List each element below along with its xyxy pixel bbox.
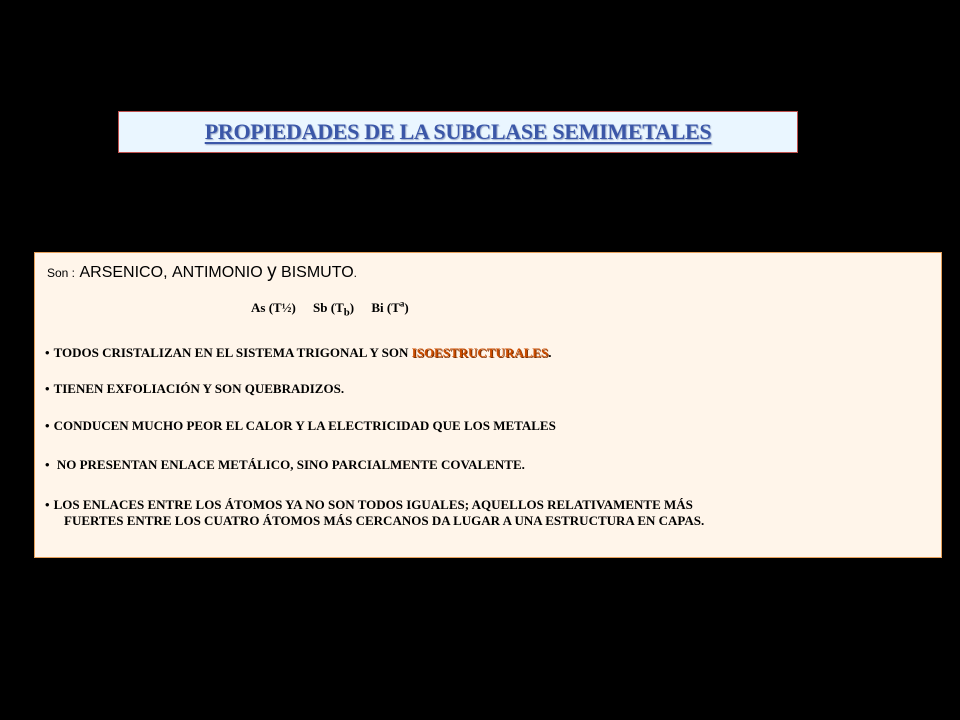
bullet-3-text: CONDUCEN MUCHO PEOR EL CALOR Y LA ELECTRICIDAD QUE LOS METALES	[53, 418, 556, 433]
bullet-dot: •	[45, 381, 50, 396]
bullet-1	[45, 345, 551, 361]
bullet-dot: •	[45, 418, 50, 433]
formula-bi-main: Bi (T	[371, 300, 400, 316]
bullet-2	[45, 381, 344, 397]
element-bismuto: BISMUTO	[281, 264, 354, 281]
bullet-dot: •	[45, 497, 50, 512]
intro-line	[47, 261, 357, 283]
formula-bi	[371, 300, 408, 315]
bullet-1-text: TODOS CRISTALIZAN EN EL SISTEMA TRIGONAL Y SON	[53, 345, 409, 360]
bullet-3	[45, 418, 556, 434]
formula-sb-sub: b	[343, 306, 350, 319]
bullet-4-text: NO PRESENTAN ENLACE METÁLICO, SINO PARCIALMENTE COVALENTE.	[53, 457, 525, 472]
bullet-5-line1: LOS ENLACES ENTRE LOS ÁTOMOS YA NO SON TODOS IGUALES; AQUELLOS RELATIVAMENTE MÁS	[53, 497, 693, 512]
bullet-2-text: TIENEN EXFOLIACIÓN Y SON QUEBRADIZOS.	[53, 381, 345, 396]
formula-sb-main: Sb (T	[313, 300, 344, 316]
bullet-dot: •	[45, 345, 50, 360]
comma: ,	[163, 264, 168, 281]
element-antimonio: ANTIMONIO	[171, 264, 263, 281]
formula-as: As (T½)	[251, 300, 296, 316]
formula-sb	[313, 300, 355, 319]
title-box	[118, 111, 798, 153]
bullet-dot: •	[45, 457, 50, 472]
formula-sb-close: )	[349, 300, 355, 316]
page-title: PROPIEDADES DE LA SUBCLASE SEMIMETALES	[204, 119, 712, 144]
conjunction: y	[267, 261, 277, 282]
bullet-4	[45, 457, 525, 473]
intro-prefix: Son :	[47, 266, 76, 280]
formula-bi-close: )	[404, 300, 409, 316]
bullet-5-line2: FUERTES ENTRE LOS CUATRO ÁTOMOS MÁS CERCANOS DA LUGAR A UNA ESTRUCTURA EN CAPAS.	[64, 513, 705, 528]
content-box	[34, 252, 942, 558]
period: .	[353, 266, 357, 280]
bullet-5	[45, 497, 704, 529]
bullet-1-highlight: ISOESTRUCTURALES	[411, 345, 549, 360]
formula-bi-sup: a	[399, 299, 405, 309]
bullet-1-end: .	[548, 345, 552, 360]
formulas-line	[251, 299, 423, 319]
element-arsenico: ARSENICO	[79, 264, 164, 281]
